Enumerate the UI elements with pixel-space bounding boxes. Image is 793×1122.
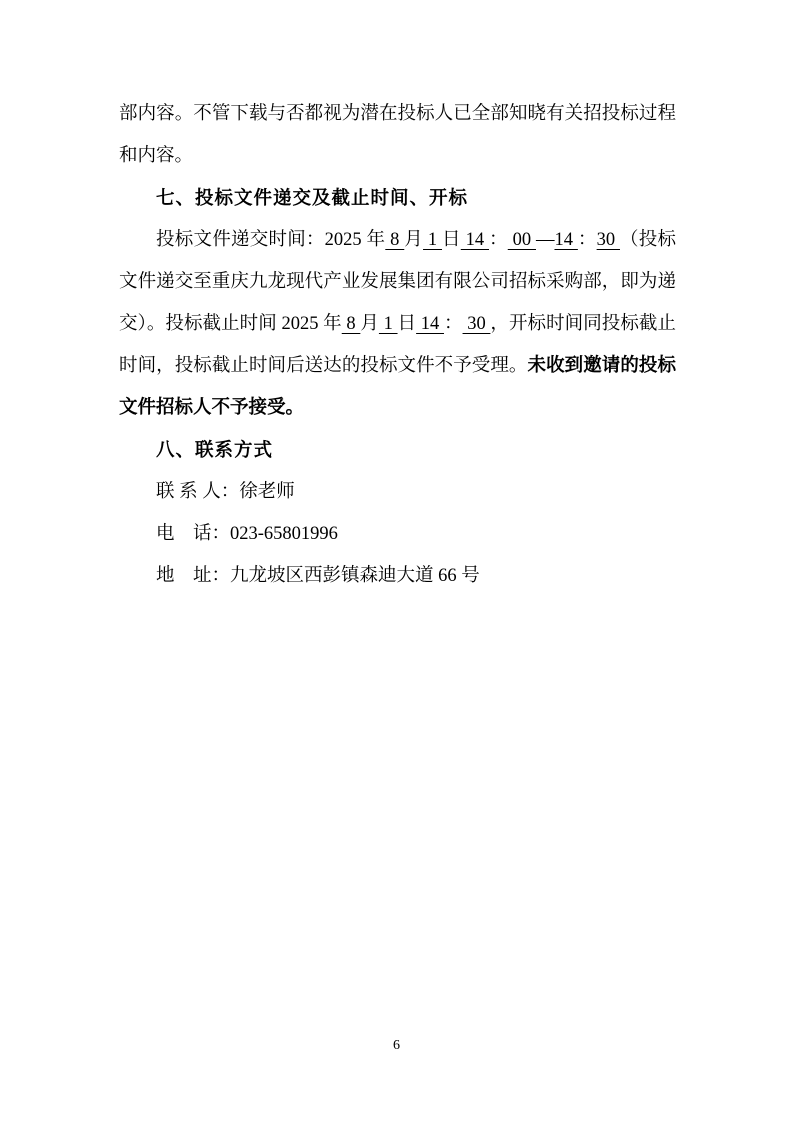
text-segment: 00 — [507, 230, 536, 250]
heading-section-8-contact-info — [119, 429, 676, 471]
text-segment: ，开标时间同投标截止时间，投标截止时间后送达的投标文件不予受理。 — [119, 314, 676, 376]
text-segment: 14 — [416, 314, 444, 334]
text-segment: 14 — [460, 230, 489, 250]
text-segment: ： — [489, 230, 508, 250]
para-contact-phone — [119, 513, 676, 555]
text-segment: 8 — [385, 230, 405, 250]
text-segment: 30 — [462, 314, 491, 334]
heading-section-7-submission-deadline-opening — [119, 177, 676, 219]
text-segment: 日 — [442, 230, 461, 250]
text-segment: 地 址：九龙坡区西彭镇森迪大道 66 号 — [156, 566, 480, 586]
para-contact-address — [119, 555, 676, 597]
text-segment: 月 — [360, 314, 379, 334]
text-segment: 日 — [397, 314, 417, 334]
text-segment: 8 — [341, 314, 361, 334]
text-segment: （投标文件递交至重庆九龙现代产业发展集团有限公司招标采购部，即为递交）。投标截止时间 2025 年 — [119, 230, 676, 334]
text-segment: 七、投标文件递交及截止时间、开标 — [156, 187, 469, 208]
text-segment: 14 — [554, 230, 578, 250]
text-segment: 投标文件递交时间：2025 年 — [156, 230, 386, 250]
text-segment: ： — [577, 230, 597, 250]
text-segment: 月 — [404, 230, 424, 250]
text-segment: 30 — [596, 230, 620, 250]
page-number: 6 — [393, 1038, 400, 1053]
text-segment: 1 — [378, 314, 398, 334]
para-contact-person — [119, 471, 676, 513]
text-segment: ： — [443, 314, 463, 334]
text-segment: 电 话：023-65801996 — [156, 524, 338, 544]
para-submission-and-deadline-times — [119, 219, 676, 429]
text-segment: 1 — [423, 230, 443, 250]
text-segment: 八、联系方式 — [156, 439, 274, 460]
text-segment: 部内容。不管下载与否都视为潜在投标人已全部知晓有关招投标过程和内容。 — [119, 104, 676, 166]
document-body — [119, 93, 676, 597]
text-segment: — — [535, 230, 555, 250]
para-download-notice-continuation — [119, 93, 676, 177]
text-segment: 未收到邀请的投标文件招标人不予接受。 — [119, 356, 676, 418]
text-segment: 联 系 人：徐老师 — [156, 482, 295, 502]
